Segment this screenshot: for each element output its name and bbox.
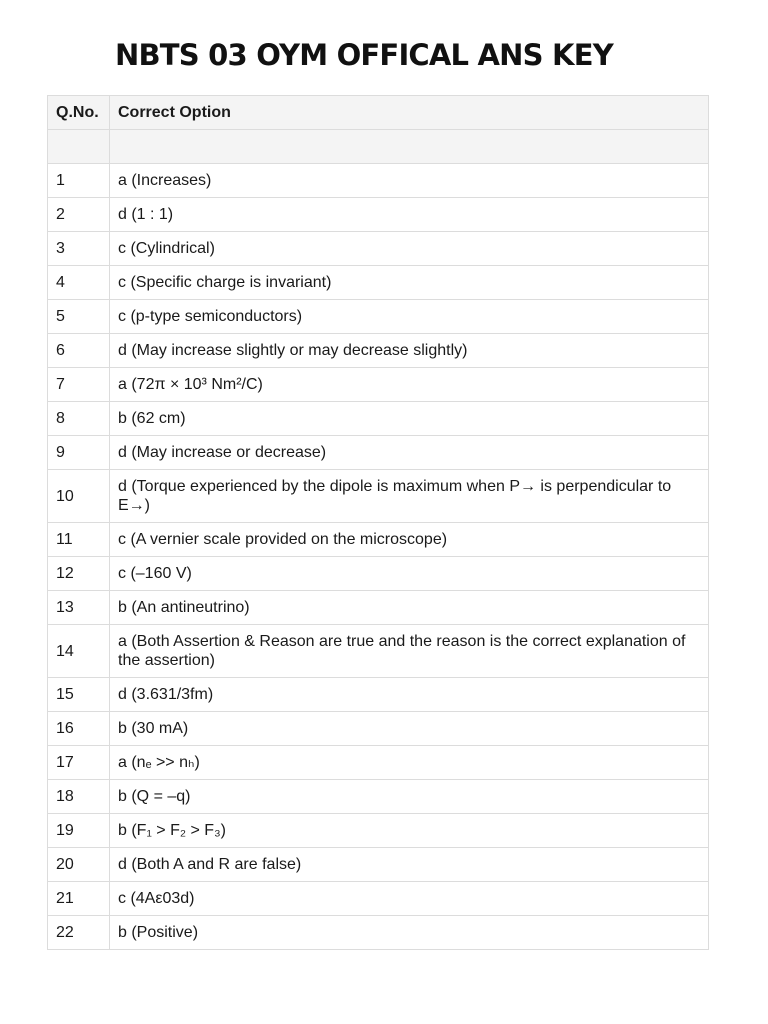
table-row <box>48 334 709 368</box>
question-number: 19 <box>48 814 110 848</box>
question-number: 10 <box>48 470 110 523</box>
table-row <box>48 625 709 678</box>
correct-option: c (–160 V) <box>110 557 709 591</box>
correct-option: a (72π × 10³ Nm²/C) <box>110 368 709 402</box>
table-row <box>48 712 709 746</box>
correct-option: b (62 cm) <box>110 402 709 436</box>
table-row <box>48 402 709 436</box>
table-row <box>48 368 709 402</box>
table-row <box>48 780 709 814</box>
table-row <box>48 470 709 523</box>
table-row <box>48 916 709 950</box>
empty-cell <box>110 130 709 164</box>
question-number: 1 <box>48 164 110 198</box>
header-correct-option: Correct Option <box>110 96 709 130</box>
empty-row <box>48 130 709 164</box>
question-number: 13 <box>48 591 110 625</box>
correct-option: d (3.631/3fm) <box>110 678 709 712</box>
correct-option: b (Q = –q) <box>110 780 709 814</box>
question-number: 9 <box>48 436 110 470</box>
correct-option: a (nₑ >> nₕ) <box>110 746 709 780</box>
table-row <box>48 198 709 232</box>
correct-option: d (Torque experienced by the dipole is maximum when P→ is perpendicular to E→) <box>110 470 709 523</box>
table-row <box>48 591 709 625</box>
correct-option: d (Both A and R are false) <box>110 848 709 882</box>
correct-option: d (May increase or decrease) <box>110 436 709 470</box>
question-number: 6 <box>48 334 110 368</box>
correct-option: b (An antineutrino) <box>110 591 709 625</box>
table-row <box>48 436 709 470</box>
question-number: 14 <box>48 625 110 678</box>
table-row <box>48 678 709 712</box>
correct-option: b (Positive) <box>110 916 709 950</box>
table-row <box>48 300 709 334</box>
correct-option: c (Cylindrical) <box>110 232 709 266</box>
correct-option: d (May increase slightly or may decrease slightly) <box>110 334 709 368</box>
table-header-row <box>48 96 709 130</box>
table-row <box>48 814 709 848</box>
question-number: 15 <box>48 678 110 712</box>
question-number: 22 <box>48 916 110 950</box>
empty-cell <box>48 130 110 164</box>
correct-option: c (4Aε03d) <box>110 882 709 916</box>
correct-option: d (1 : 1) <box>110 198 709 232</box>
question-number: 3 <box>48 232 110 266</box>
header-qno: Q.No. <box>48 96 110 130</box>
correct-option: c (A vernier scale provided on the microscope) <box>110 523 709 557</box>
answer-key-table <box>47 95 709 950</box>
question-number: 8 <box>48 402 110 436</box>
question-number: 7 <box>48 368 110 402</box>
question-number: 20 <box>48 848 110 882</box>
question-number: 21 <box>48 882 110 916</box>
correct-option: a (Increases) <box>110 164 709 198</box>
question-number: 12 <box>48 557 110 591</box>
question-number: 11 <box>48 523 110 557</box>
table-row <box>48 523 709 557</box>
table-row <box>48 164 709 198</box>
correct-option: b (30 mA) <box>110 712 709 746</box>
question-number: 17 <box>48 746 110 780</box>
table-row <box>48 232 709 266</box>
correct-option: b (F₁ > F₂ > F₃) <box>110 814 709 848</box>
document-title: NBTS 03 OYM OFFICAL ANS KEY <box>115 38 613 72</box>
correct-option: c (p-type semiconductors) <box>110 300 709 334</box>
table-row <box>48 746 709 780</box>
correct-option: c (Specific charge is invariant) <box>110 266 709 300</box>
correct-option: a (Both Assertion & Reason are true and the reason is the correct explanation of the assertion) <box>110 625 709 678</box>
question-number: 18 <box>48 780 110 814</box>
table-row <box>48 848 709 882</box>
question-number: 16 <box>48 712 110 746</box>
question-number: 2 <box>48 198 110 232</box>
question-number: 4 <box>48 266 110 300</box>
table-row <box>48 557 709 591</box>
table-row <box>48 882 709 916</box>
table-row <box>48 266 709 300</box>
question-number: 5 <box>48 300 110 334</box>
